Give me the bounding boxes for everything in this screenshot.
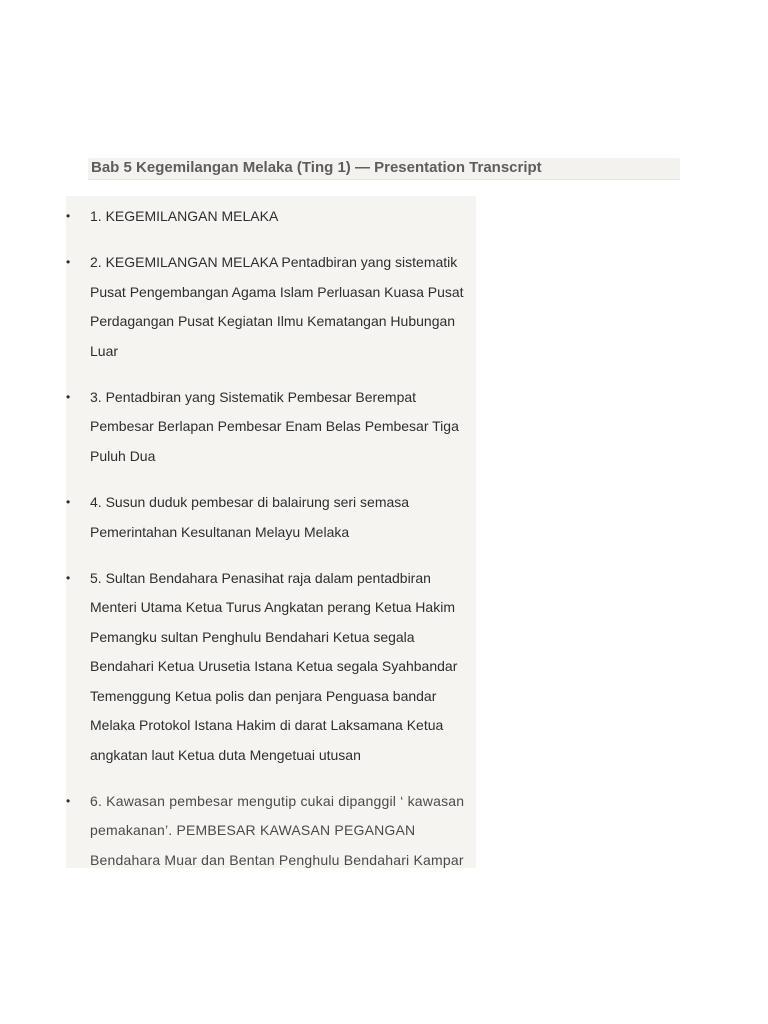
bullet-icon: •: [66, 209, 71, 223]
bullet-icon: •: [66, 571, 71, 586]
transcript-title-bar: [88, 158, 680, 180]
slide-text: 1. KEGEMILANGAN MELAKA: [90, 208, 279, 224]
slide-text: 6. Kawasan pembesar mengutip cukai dipanggil ‘ kawasan pemakanan’. PEMBESAR KAWASAN PEGANGAN Bendahara Muar dan Bentan Penghulu Bendahari Kampar: [90, 792, 465, 868]
bullet-icon: •: [66, 255, 71, 270]
bullet-icon: •: [66, 793, 71, 808]
bullet-icon: •: [66, 390, 71, 405]
transcript-list: [66, 196, 476, 868]
slide-text: 2. KEGEMILANGAN MELAKA Pentadbiran yang sistematik Pusat Pengembangan Agama Islam Perluasan Kuasa Pusat Perdagangan Pusat Kegiatan Ilmu Kematangan Hubungan Luar: [90, 254, 464, 359]
list-item: [66, 248, 476, 366]
list-item: [66, 488, 476, 547]
slide-text: 5. Sultan Bendahara Penasihat raja dalam pentadbiran Menteri Utama Ketua Turus Angkatan perang Ketua Hakim Pemangku sultan Penghulu Bendahari Ketua segala Bendahari Ketua Urusetia Istana Ketua segala Syahbandar Temenggung Ketua polis dan penjara Penguasa bandar Melaka Protokol Istana Hakim di darat Laksamana Ketua angkatan laut Ketua duta Mengetuai utusan: [90, 570, 458, 763]
page-title: Bab 5 Kegemilangan Melaka (Ting 1) — Presentation Transcript: [91, 159, 542, 176]
list-item: [66, 202, 476, 231]
list-item: [66, 787, 476, 868]
slide-text: 3. Pentadbiran yang Sistematik Pembesar Berempat Pembesar Berlapan Pembesar Enam Belas Pembesar Tiga Puluh Dua: [90, 389, 459, 464]
slide-text: 4. Susun duduk pembesar di balairung seri semasa Pemerintahan Kesultanan Melayu Melaka: [90, 494, 410, 540]
list-item: [66, 564, 476, 770]
list-item: [66, 383, 476, 471]
bullet-icon: •: [66, 495, 71, 510]
